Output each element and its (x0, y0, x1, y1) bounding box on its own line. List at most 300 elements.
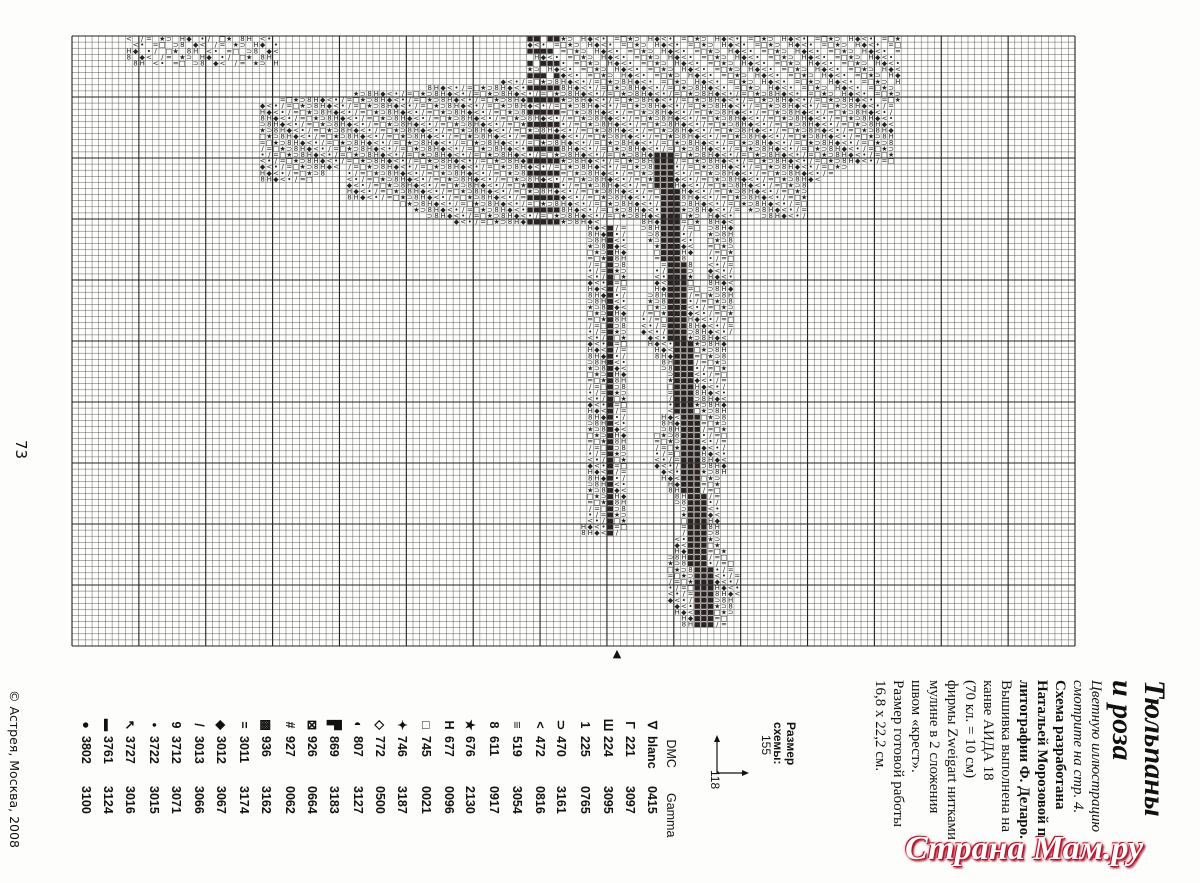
stitch-symbol: = (494, 169, 500, 177)
stitch-symbol: ◆ (260, 41, 266, 49)
stitch-symbol: / (669, 395, 672, 403)
stitch-symbol: ◆ (701, 383, 707, 391)
stitch-symbol: / (696, 114, 699, 122)
stitch-symbol: ★ (647, 297, 653, 305)
stitch-symbol: □ (166, 47, 173, 55)
stitch-symbol: □ (647, 182, 654, 190)
stitch-symbol: • (334, 96, 338, 104)
stitch-symbol: ◆ (206, 53, 212, 61)
stitch-symbol: □ (380, 182, 387, 190)
stitch-symbol: ⊃ (875, 72, 881, 80)
stitch-symbol: H (715, 523, 720, 531)
stitch-symbol: = (507, 182, 513, 190)
stitch-symbol: < (454, 151, 460, 159)
stitch-symbol: • (281, 169, 285, 177)
legend-dmc-code: 519 (510, 736, 524, 786)
stitch-symbol: • (688, 175, 692, 183)
stitch-symbol: / (683, 224, 686, 232)
stitch-symbol: ◆ (594, 346, 600, 354)
stitch-symbol: 8 (668, 487, 672, 495)
stitch-symbol: ★ (580, 114, 586, 122)
stitch-symbol: ◆ (842, 145, 848, 153)
stitch-symbol: < (367, 194, 373, 202)
stitch-symbol: H (354, 194, 359, 202)
stitch-symbol: / (489, 108, 492, 116)
stitch-symbol: ⊃ (480, 200, 486, 208)
stitch-symbol: < (734, 590, 740, 598)
center-marker-icon: ▲ (613, 647, 622, 660)
stitch-symbol: ◆ (621, 188, 627, 196)
stitch-symbol: / (596, 450, 599, 458)
legend-gamma-code: 3071 (169, 786, 183, 826)
stitch-symbol: ★ (661, 66, 667, 74)
stitch-symbol: ◆ (641, 145, 647, 153)
stitch-symbol: ⊃ (654, 297, 660, 305)
stitch-symbol: ⊃ (668, 371, 674, 379)
stitch-symbol: 8 (755, 139, 759, 147)
stitch-symbol: / (709, 188, 712, 196)
stitch-symbol: 8 (381, 163, 385, 171)
stitch-symbol: • (869, 35, 873, 43)
legend-dmc-code: 3011 (237, 736, 251, 786)
stitch-symbol: / (656, 444, 659, 452)
legend-gamma-code: 3187 (395, 786, 409, 826)
legend-symbol-icon: Ш (601, 714, 615, 736)
stitch-symbol: / (616, 468, 619, 476)
stitch-symbol: H (654, 224, 659, 232)
stitch-symbol: ◆ (507, 84, 513, 92)
stitch-cell (674, 305, 679, 310)
stitch-symbol: / (536, 151, 539, 159)
stitch-symbol: < (788, 90, 794, 98)
stitch-symbol: • (755, 175, 759, 183)
stitch-symbol: ◆ (588, 523, 594, 531)
stitch-symbol: / (683, 102, 686, 110)
stitch-symbol: < (594, 279, 600, 287)
stitch-symbol: 8 (755, 200, 759, 208)
stitch-symbol: • (642, 316, 646, 324)
stitch-symbol: = (714, 615, 720, 623)
stitch-symbol: ★ (447, 175, 453, 183)
stitch-symbol: ⊃ (688, 145, 694, 153)
stitch-symbol: ★ (694, 340, 700, 348)
stitch-symbol: / (716, 255, 719, 263)
stitch-symbol: ⊃ (681, 78, 687, 86)
stitch-symbol: ◆ (588, 279, 594, 287)
stitch-symbol: ⊃ (621, 450, 627, 458)
stitch-symbol: ★ (714, 175, 720, 183)
stitch-symbol: □ (707, 175, 714, 183)
stitch-symbol: ◆ (641, 328, 647, 336)
stitch-symbol: ⊃ (848, 47, 854, 55)
stitch-symbol: ⊃ (668, 554, 674, 562)
stitch-symbol: / (408, 96, 411, 104)
stitch-symbol: < (768, 72, 774, 80)
stitch-symbol: ★ (353, 151, 359, 159)
stitch-symbol: ⊃ (721, 175, 727, 183)
stitch-symbol: H (701, 84, 706, 92)
stitch-symbol: • (782, 78, 786, 86)
stitch-symbol: H (347, 188, 352, 196)
stitch-symbol: = (688, 163, 694, 171)
stitch-symbol: < (801, 102, 807, 110)
stitch-symbol: = (888, 41, 894, 49)
stitch-symbol: ◆ (721, 218, 727, 226)
stitch-symbol: □ (714, 487, 721, 495)
stitch-cell (681, 433, 686, 438)
stitch-symbol: ★ (540, 139, 546, 147)
stitch-symbol: ◆ (822, 66, 828, 74)
stitch-symbol: H (561, 200, 566, 208)
stitch-cell (608, 317, 613, 322)
stitch-symbol: 8 (775, 157, 779, 165)
stitch-symbol: ★ (641, 169, 647, 177)
stitch-symbol: ⊃ (587, 419, 593, 427)
stitch-symbol: • (595, 517, 599, 525)
stitch-symbol: ★ (493, 157, 499, 165)
stitch-symbol: □ (360, 163, 367, 171)
stitch-symbol: / (495, 175, 498, 183)
stitch-symbol: < (881, 114, 887, 122)
stitch-symbol: • (642, 133, 646, 141)
title-line1: Тюльпаны (1138, 680, 1171, 817)
stitch-symbol: □ (747, 151, 754, 159)
stitch-symbol: / (589, 505, 592, 513)
stitch-symbol: = (407, 151, 413, 159)
stitch-symbol: / (602, 273, 605, 281)
stitch-symbol: ⊃ (313, 108, 319, 116)
stitch-symbol: □ (761, 163, 768, 171)
stitch-cell (701, 598, 706, 603)
stitch-symbol: / (723, 444, 726, 452)
stitch-symbol: □ (286, 96, 293, 104)
stitch-symbol: ★ (828, 157, 834, 165)
stitch-symbol: / (669, 90, 672, 98)
stitch-symbol: ★ (654, 121, 660, 129)
stitch-symbol: • (394, 151, 398, 159)
stitch-cell (694, 427, 699, 432)
stitch-symbol: □ (513, 182, 520, 190)
stitch-symbol: ◆ (507, 206, 513, 214)
stitch-symbol: < (520, 90, 526, 98)
stitch-symbol: H (681, 66, 686, 74)
stitch-symbol: H (862, 47, 867, 55)
legend-dmc-code: 936 (259, 736, 273, 786)
stitch-symbol: • (461, 212, 465, 220)
stitch-symbol: < (347, 114, 353, 122)
stitch-symbol: H (781, 35, 786, 43)
stitch-symbol: ◆ (454, 96, 460, 104)
stitch-symbol: □ (881, 151, 888, 159)
stitch-symbol: ★ (694, 218, 700, 226)
stitch-symbol: = (353, 102, 359, 110)
stitch-cell (694, 604, 699, 609)
stitch-symbol: H (675, 609, 680, 617)
stitch-symbol: ★ (814, 145, 820, 153)
stitch-cell (694, 610, 699, 615)
stitch-symbol: < (601, 407, 607, 415)
stitch-symbol: < (433, 133, 439, 141)
stitch-symbol: □ (674, 84, 681, 92)
stitch-symbol: = (694, 169, 700, 177)
stitch-symbol: ◆ (661, 41, 667, 49)
stitch-symbol: • (615, 352, 619, 360)
stitch-symbol: < (621, 304, 627, 312)
stitch-symbol: ◆ (708, 145, 714, 153)
stitch-symbol: ◆ (561, 133, 567, 141)
stitch-symbol: ⊃ (708, 346, 714, 354)
stitch-symbol: < (494, 127, 500, 135)
stitch-symbol: □ (828, 41, 835, 49)
stitch-symbol: • (468, 96, 472, 104)
stitch-symbol: / (596, 145, 599, 153)
stitch-symbol: • (274, 163, 278, 171)
stitch-symbol: ◆ (654, 35, 660, 43)
stitch-symbol: ⊃ (728, 609, 734, 617)
stitch-symbol: □ (400, 139, 407, 147)
stitch-symbol: 8 (688, 322, 692, 330)
stitch-symbol: ★ (861, 127, 867, 135)
stitch-symbol: < (721, 90, 727, 98)
stitch-symbol: < (126, 35, 132, 43)
stitch-symbol: ★ (540, 200, 546, 208)
stitch-symbol: ⊃ (661, 304, 667, 312)
stitch-symbol: • (581, 78, 585, 86)
stitch-symbol: ◆ (735, 108, 741, 116)
stitch-symbol: □ (426, 163, 433, 171)
stitch-cell (688, 390, 693, 395)
stitch-symbol: < (788, 151, 794, 159)
legend-dmc-code: 3012 (214, 736, 228, 786)
stitch-cell (688, 549, 693, 554)
legend-dmc-code: 221 (623, 736, 637, 786)
stitch-symbol: □ (567, 47, 574, 55)
stitch-symbol: H (681, 615, 686, 623)
stitch-symbol: ⊃ (701, 35, 707, 43)
stitch-symbol: = (601, 267, 607, 275)
stitch-symbol: • (722, 328, 726, 336)
stitch-symbol: 8 (581, 102, 585, 110)
stitch-symbol: < (761, 66, 767, 74)
desc-line: швом «крест». (908, 680, 924, 773)
stitch-symbol: ⊃ (567, 35, 573, 43)
stitch-symbol: 8 (882, 133, 886, 141)
stitch-symbol: 8 (728, 175, 732, 183)
stitch-symbol: < (674, 413, 680, 421)
stitch-symbol: / (449, 194, 452, 202)
stitch-symbol: = (668, 145, 674, 153)
size-width: 155 (759, 735, 773, 755)
stitch-symbol: • (668, 584, 672, 592)
stitch-cell (681, 464, 686, 469)
stitch-symbol: □ (707, 53, 714, 61)
stitch-symbol: ★ (794, 66, 800, 74)
stitch-symbol: □ (273, 145, 280, 153)
stitch-symbol: < (714, 572, 720, 580)
stitch-symbol: ◆ (494, 133, 500, 141)
stitch-symbol: ★ (701, 346, 707, 354)
stitch-symbol: / (589, 444, 592, 452)
stitch-symbol: ★ (233, 41, 239, 49)
stitch-symbol: ⊃ (400, 188, 406, 196)
stitch-symbol: • (220, 53, 224, 61)
stitch-symbol: H (601, 297, 606, 305)
legend-dmc-code: 3761 (101, 736, 115, 786)
stitch-cell (701, 500, 706, 505)
legend-gamma-code: 0415 (645, 786, 659, 826)
stitch-symbol: ★ (674, 566, 680, 574)
stitch-cell (674, 262, 679, 267)
stitch-symbol: < (387, 151, 393, 159)
stitch-symbol: / (562, 175, 565, 183)
stitch-symbol: • (347, 169, 351, 177)
stitch-symbol: ★ (868, 72, 874, 80)
stitch-cell (608, 226, 613, 231)
stitch-symbol: □ (814, 90, 821, 98)
stitch-symbol: ◆ (641, 84, 647, 92)
stitch-symbol: ◆ (527, 102, 533, 110)
stitch-symbol: □ (587, 493, 594, 501)
stitch-symbol: 8 (789, 169, 793, 177)
stitch-symbol: < (360, 127, 366, 135)
stitch-symbol: 8 (668, 121, 672, 129)
stitch-symbol: < (500, 194, 506, 202)
stitch-symbol: ★ (774, 47, 780, 55)
stitch-cell (681, 311, 686, 316)
stitch-symbol: H (394, 108, 399, 116)
stitch-cell (674, 214, 679, 219)
stitch-symbol: • (381, 139, 385, 147)
stitch-symbol: • (668, 462, 672, 470)
stitch-symbol: H (474, 182, 479, 190)
stitch-symbol: = (754, 163, 760, 171)
stitch-cell (608, 250, 613, 255)
stitch-symbol: • (709, 133, 713, 141)
stitch-symbol: ★ (714, 358, 720, 366)
stitch-symbol: 8 (347, 194, 351, 202)
legend-dmc-code: 611 (487, 736, 501, 786)
stitch-symbol: = (393, 139, 399, 147)
stitch-cell (668, 256, 673, 261)
stitch-symbol: ★ (627, 35, 633, 43)
stitch-symbol: • (702, 127, 706, 135)
stitch-cell (674, 250, 679, 255)
stitch-symbol: ⊃ (601, 127, 607, 135)
stitch-cell (608, 409, 613, 414)
stitch-symbol: • (668, 96, 672, 104)
stitch-symbol: ⊃ (781, 108, 787, 116)
stitch-symbol: H (701, 450, 706, 458)
stitch-symbol: ◆ (333, 108, 339, 116)
stitch-symbol: / (622, 291, 625, 299)
stitch-cell (681, 336, 686, 341)
stitch-symbol: ◆ (781, 212, 787, 220)
stitch-symbol: • (454, 145, 458, 153)
stitch-symbol: • (849, 78, 853, 86)
stitch-symbol: 8 (641, 218, 645, 226)
stitch-symbol: ★ (520, 182, 526, 190)
stitch-symbol: □ (500, 108, 507, 116)
stitch-symbol: ◆ (394, 163, 400, 171)
stitch-symbol: = (520, 133, 526, 141)
stitch-symbol: H (588, 407, 593, 415)
stitch-symbol: < (607, 108, 613, 116)
stitch-symbol: ★ (554, 90, 560, 98)
stitch-symbol: < (326, 96, 332, 104)
stitch-symbol: = (561, 108, 567, 116)
stitch-symbol: H (654, 102, 659, 110)
stitch-symbol: H (848, 35, 853, 43)
stitch-symbol: □ (801, 139, 808, 147)
stitch-symbol: ◆ (788, 96, 794, 104)
stitch-symbol: ★ (386, 182, 392, 190)
stitch-symbol: = (654, 72, 660, 80)
stitch-symbol: ★ (641, 47, 647, 55)
stitch-symbol: ⊃ (367, 157, 373, 165)
stitch-symbol: ⊃ (674, 560, 680, 568)
stitch-symbol: H (755, 194, 760, 202)
stitch-symbol: □ (814, 151, 821, 159)
stitch-symbol: 8 (708, 401, 712, 409)
stitch-symbol: ⊃ (734, 66, 740, 74)
stitch-symbol: < (534, 163, 540, 171)
stitch-symbol: □ (319, 127, 326, 135)
legend-symbol-icon: ≡ (510, 714, 524, 736)
desc-line: мулине в 2 сложения (926, 680, 942, 813)
legend-dmc-code: 472 (533, 736, 547, 786)
stitch-symbol: = (614, 462, 620, 470)
stitch-symbol: ◆ (554, 127, 560, 135)
stitch-cell (608, 311, 613, 316)
stitch-symbol: H (568, 145, 573, 153)
stitch-symbol: ◆ (213, 60, 219, 68)
stitch-cell (688, 360, 693, 365)
stitch-symbol: H (668, 53, 673, 61)
stitch-symbol: / (616, 529, 619, 537)
stitch-symbol: □ (413, 90, 420, 98)
stitch-symbol: / (475, 218, 478, 226)
stitch-symbol: ★ (554, 151, 560, 159)
stitch-symbol: • (822, 53, 826, 61)
stitch-symbol: ⊃ (775, 41, 781, 49)
stitch-symbol: < (754, 60, 760, 68)
stitch-symbol: ⊃ (420, 145, 426, 153)
stitch-symbol: □ (674, 145, 681, 153)
stitch-symbol: < (413, 114, 419, 122)
desc-line: Натальей Морозовой по (1034, 680, 1050, 844)
stitch-symbol: = (728, 566, 734, 574)
stitch-cell (681, 451, 686, 456)
stitch-symbol: • (802, 96, 806, 104)
stitch-symbol: ◆ (748, 121, 754, 129)
stitch-cell (668, 220, 673, 225)
stitch-symbol: • (648, 139, 652, 147)
stitch-symbol: ⊃ (881, 139, 887, 147)
stitch-symbol: 8 (321, 169, 325, 177)
stitch-symbol: ★ (527, 127, 533, 135)
stitch-symbol: = (567, 114, 573, 122)
stitch-symbol: □ (647, 121, 654, 129)
stitch-symbol: • (468, 157, 472, 165)
desc-line: 16,8 х 22,2 см. (872, 680, 888, 771)
stitch-cell (694, 586, 699, 591)
stitch-symbol: 8 (695, 206, 699, 214)
stitch-symbol: < (574, 78, 580, 86)
stitch-symbol: ◆ (474, 175, 480, 183)
stitch-cell (681, 421, 686, 426)
stitch-symbol: • (501, 127, 505, 135)
stitch-cell (694, 525, 699, 530)
